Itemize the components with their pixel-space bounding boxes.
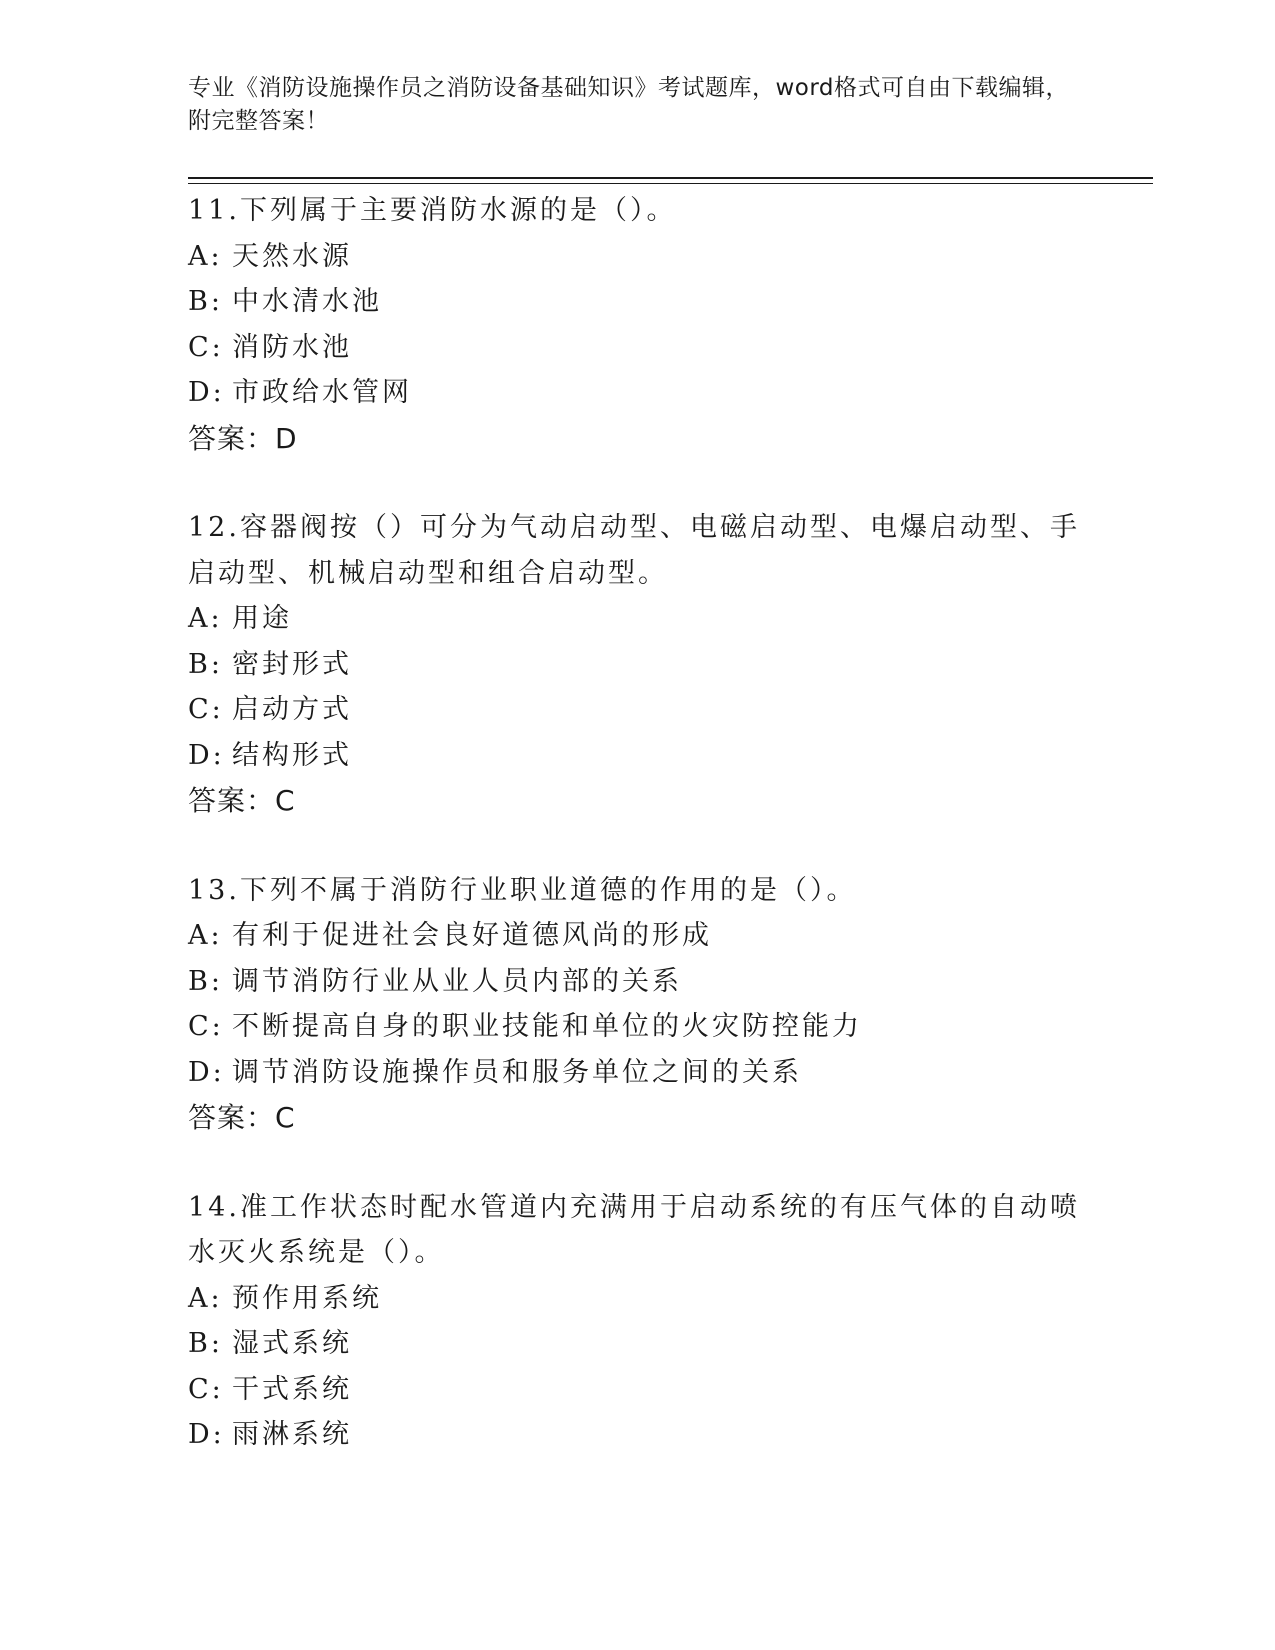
question-list — [188, 188, 1088, 1502]
answer-line — [188, 778, 1088, 824]
answer-label: 答案： — [188, 421, 276, 455]
document-header: 专业《消防设施操作员之消防设备基础知识》考试题库，word格式可自由下载编辑，附完整答案！ — [188, 75, 1070, 134]
answer-value: D — [275, 421, 298, 455]
option-letter: B: — [188, 1328, 223, 1359]
option-text: 中水清水池 — [232, 286, 382, 317]
option-text: 调节消防设施操作员和服务单位之间的关系 — [232, 1056, 802, 1088]
option-c — [188, 1004, 1088, 1050]
option-letter: C: — [188, 694, 224, 725]
option-b — [188, 279, 1088, 325]
option-a — [188, 234, 1088, 280]
question-text: 14.准工作状态时配水管道内充满用于启动系统的有压气体的自动喷水灭火系统是（）。 — [188, 1191, 1080, 1268]
option-letter: B: — [188, 965, 223, 997]
answer-label: 答案： — [188, 784, 276, 817]
option-a — [188, 596, 1088, 642]
option-text: 消防水池 — [232, 331, 352, 363]
option-d — [188, 733, 1088, 779]
option-b — [188, 959, 1088, 1005]
option-d — [188, 370, 1088, 416]
option-letter: D: — [188, 377, 225, 408]
option-d — [188, 1050, 1088, 1096]
question-12 — [188, 505, 1088, 824]
option-letter: A: — [188, 240, 223, 272]
question-13 — [188, 868, 1088, 1141]
option-a — [188, 1276, 1088, 1322]
question-text: 12.容器阀按（）可分为气动启动型、电磁启动型、电爆启动型、手启动型、机械启动型和组合启动型。 — [188, 512, 1080, 589]
question-11 — [188, 188, 1088, 461]
answer-value: C — [275, 1101, 296, 1134]
option-text: 不断提高自身的职业技能和单位的火灾防控能力 — [232, 1011, 862, 1042]
option-letter: C: — [188, 1373, 224, 1405]
answer-value: C — [275, 784, 296, 817]
option-text: 湿式系统 — [232, 1328, 352, 1359]
option-letter: B: — [188, 286, 223, 317]
option-text: 市政给水管网 — [232, 377, 412, 408]
option-letter: B: — [188, 648, 223, 680]
option-letter: D: — [188, 739, 225, 771]
option-text: 雨淋系统 — [232, 1419, 352, 1450]
question-14 — [188, 1185, 1088, 1458]
option-text: 用途 — [232, 603, 292, 634]
option-c — [188, 1367, 1088, 1413]
option-text: 调节消防行业从业人员内部的关系 — [232, 965, 682, 997]
option-c — [188, 325, 1088, 371]
header-divider-thin — [188, 183, 1153, 184]
option-text: 结构形式 — [232, 739, 352, 771]
header-divider — [188, 177, 1153, 179]
option-text: 干式系统 — [232, 1373, 352, 1405]
option-a — [188, 913, 1088, 959]
question-text: 11.下列属于主要消防水源的是（）。 — [188, 195, 677, 226]
question-text: 13.下列不属于消防行业职业道德的作用的是（）。 — [188, 874, 857, 906]
option-letter: A: — [188, 603, 223, 634]
option-text: 预作用系统 — [232, 1282, 382, 1314]
answer-line — [188, 1095, 1088, 1141]
option-letter: C: — [188, 1011, 224, 1042]
option-letter: A: — [188, 920, 223, 951]
option-letter: D: — [188, 1056, 225, 1088]
option-letter: A: — [188, 1282, 223, 1314]
option-c — [188, 687, 1088, 733]
option-text: 天然水源 — [232, 240, 352, 272]
option-text: 有利于促进社会良好道德风尚的形成 — [232, 920, 712, 951]
option-d — [188, 1412, 1088, 1458]
answer-label: 答案： — [188, 1101, 276, 1134]
option-b — [188, 642, 1088, 688]
option-letter: C: — [188, 331, 224, 363]
option-b — [188, 1321, 1088, 1367]
answer-line — [188, 416, 1088, 462]
option-letter: D: — [188, 1419, 225, 1450]
option-text: 启动方式 — [232, 694, 352, 725]
option-text: 密封形式 — [232, 648, 352, 680]
